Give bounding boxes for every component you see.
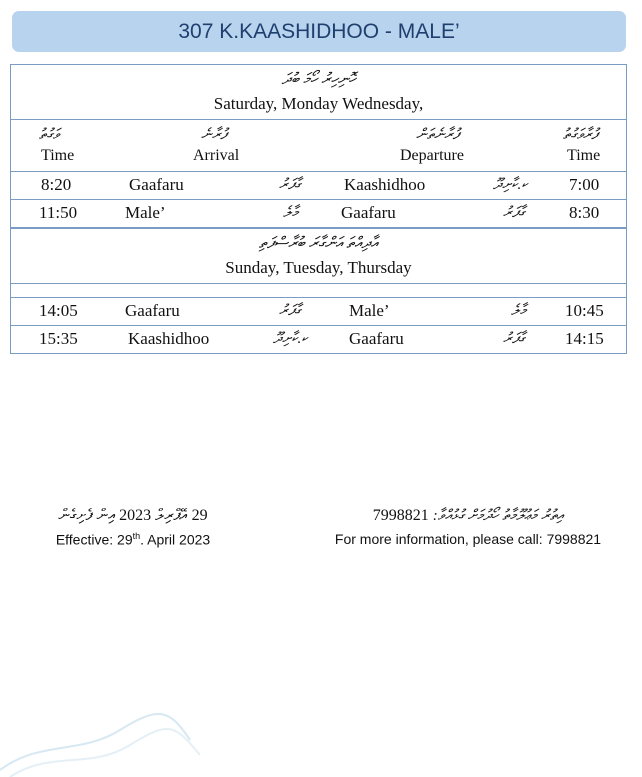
- arrival-place: Gaafaru: [129, 175, 184, 194]
- effective-date: [28, 531, 238, 548]
- contact-info-dhivehi-line: [318, 507, 618, 531]
- table-row: [11, 298, 626, 326]
- arrival-place-dhivehi: ކ.ކާށިދޫ: [273, 331, 308, 347]
- departure-time: 10:45: [565, 301, 604, 320]
- table-row: [11, 172, 626, 200]
- departure-place-dhivehi: ގާފަރު: [503, 205, 525, 221]
- departure-place: Gaafaru: [341, 203, 396, 222]
- departure-place-dhivehi: ކ.ކާށިދޫ: [493, 177, 528, 193]
- route-title: 307 K.KAASHIDHOO - MALE’: [178, 19, 460, 43]
- contact-info-block: [318, 507, 618, 547]
- arrival-place-dhivehi: ގާފަރު: [279, 177, 301, 193]
- time-left-header: Time: [41, 147, 75, 164]
- section-1-header: [11, 65, 626, 120]
- departure-header: Departure: [400, 147, 464, 164]
- section-2-days-dhivehi: އާދިއްތަ އަންގާރަ ބުރާސްފަތި: [258, 235, 379, 252]
- arrival-header: Arrival: [193, 147, 240, 164]
- table-row: [11, 200, 626, 228]
- effective-suffix: th: [132, 531, 141, 541]
- departure-dhivehi: ފުރާނެތަން: [416, 127, 459, 143]
- column-headers: [11, 120, 626, 172]
- arrival-place: Male’: [125, 203, 166, 222]
- departure-place-dhivehi: ގާފަރު: [503, 331, 525, 347]
- section-2-header: [11, 228, 626, 284]
- effective-date-block: [28, 507, 238, 548]
- effective-date-dhivehi: 29 އޭޕްރިލް 2023 އިން ފެށިގެން: [58, 507, 208, 524]
- arrival-time: 14:05: [39, 301, 78, 320]
- time-left-dhivehi: ވަގުތު: [39, 127, 59, 143]
- section-1-days-dhivehi: ހޮނިހިރު ހޯމަ ބުދަ: [281, 71, 356, 88]
- departure-place: Kaashidhoo: [344, 175, 426, 194]
- departure-time: 7:00: [569, 175, 600, 194]
- arrival-dhivehi: ފުރާނެ: [201, 127, 227, 143]
- table-row: [11, 326, 626, 353]
- route-title-banner: [12, 11, 626, 52]
- arrival-time: 11:50: [39, 203, 78, 222]
- contact-info: For more information, please call: 7998821: [334, 531, 602, 547]
- arrival-place-dhivehi: މާލެ: [283, 205, 298, 221]
- contact-phone-dhivehi-line: 7998821: [372, 507, 429, 524]
- effective-day: 29: [117, 531, 133, 548]
- departure-place-dhivehi: މާލެ: [511, 303, 526, 319]
- section-2-days: Sunday, Tuesday, Thursday: [225, 258, 412, 277]
- spacer-row: [11, 284, 626, 298]
- section-1-days: Saturday, Monday Wednesday,: [213, 94, 424, 113]
- effective-rest: . April 2023: [140, 531, 211, 548]
- time-right-header: Time: [567, 147, 601, 164]
- arrival-time: 15:35: [39, 329, 78, 348]
- timetable: [10, 64, 627, 354]
- departure-place: Gaafaru: [349, 329, 404, 348]
- decorative-wave: [0, 700, 200, 777]
- arrival-place: Gaafaru: [125, 301, 180, 320]
- departure-time: 14:15: [565, 329, 604, 348]
- contact-info-dhivehi: އިތުރު މަޢުލޫމާތު ހޯދުމަށް ގުޅުއްވާ:: [432, 508, 564, 524]
- departure-place: Male’: [349, 301, 390, 320]
- arrival-place: Kaashidhoo: [128, 329, 210, 348]
- departure-time: 8:30: [569, 203, 600, 222]
- time-right-dhivehi: ފުރާވަގުތު: [563, 127, 598, 143]
- arrival-time: 8:20: [41, 175, 72, 194]
- effective-label: Effective:: [55, 531, 114, 548]
- arrival-place-dhivehi: ގާފަރު: [279, 303, 301, 319]
